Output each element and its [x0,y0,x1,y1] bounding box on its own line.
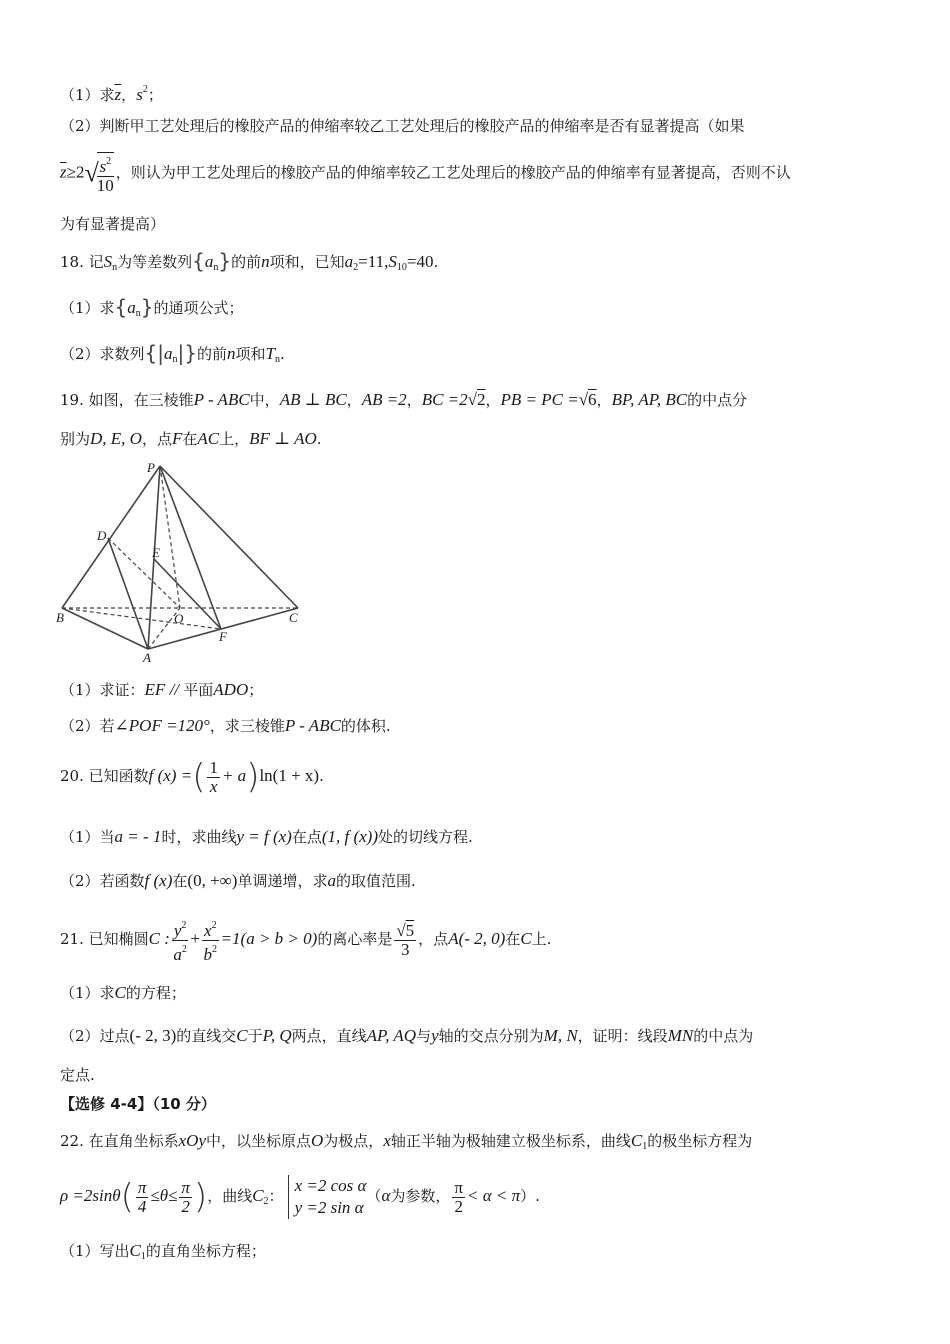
parametric-system: x =2 cos α y =2 sin α [288,1175,367,1219]
label-E: E [152,545,160,560]
label-B: B [56,610,64,625]
q18-part1: （1）求$\{a_n\}$的通项公式； [60,295,244,319]
q21-part1: （1）求C的方程； [60,983,186,1002]
q21-stem: 21. 已知椭圆C : $\frac{y^2}{a^2}$ + $\frac{x^2}{b^2}$ =1(a > b > 0)的离心率是 $\frac{√5}{3}$ ，点A(- 2, 0)在C上. [60,915,551,964]
q20-part2: （2）若函数f (x)在(0, +∞)单调递增，求a的取值范围. [60,871,416,890]
label-P: P [147,460,155,475]
edge-PO [160,466,180,608]
q18-stem: 18. 记$S_n$为等差数列$\{a_n\}$的前n项和，已知$a_2=11,S_{10}=40$. [60,249,439,273]
q22-stem-line1: 22. 在直角坐标系xOy中，以坐标原点O为极点，x轴正半轴为极轴建立极坐标系，曲线$C_1$的极坐标方程为 [60,1131,753,1152]
q17-part2-line3: 为有显著提高） [60,215,166,233]
q21-part2-line1: （2）过点(- 2, 3)的直线交C于P, Q两点，直线AP, AQ与y轴的交点分别为M, N，证明：线段MN的中点为 [60,1026,754,1045]
label-O: O [174,611,184,626]
edge-PF [160,466,221,629]
q20-stem: 20. 已知函数f (x) =( $\frac{1}{x}$ + a)ln(1 + x). [60,757,324,797]
q19-stem-line1: 19. 如图，在三棱锥P - ABC中，AB ⊥ BC，AB =2，BC =2√2，PB = PC =√6，BP, AP, BC的中点分 [60,390,748,409]
label-A: A [143,650,151,665]
q19-part1: （1）求证：EF // 平面ADO； [60,680,264,699]
q20-part1: （1）当a = - 1时，求曲线y = f (x)在点(1, f (x))处的切线方程. [60,827,473,846]
edge-PB [62,466,160,608]
q17-part1: （1）求$\overline{z}$，$s^2$； [60,84,163,104]
label-D: D [97,528,107,543]
q21-part2-line2: 定点. [60,1066,95,1084]
q17-part2-line2: $\overline{z}\ge 2√$ $\frac{s^2}{10}$ ，则认为甲工艺处理后的橡胶产品的伸缩率较乙工艺处理后的橡胶产品的伸缩率有显著提高，否则不认 [60,152,791,195]
q22-part1: （1）写出$C_1$的直角坐标方程； [60,1241,266,1262]
label-C: C [289,610,298,625]
label-F: F [219,629,227,644]
tetrahedron-figure [55,456,315,666]
q19-part2: （2）若∠POF =120°，求三棱锥P - ABC的体积. [60,716,391,735]
q18-part2: （2）求数列$\{|a_n|\}$的前n项和$T_n$. [60,341,285,365]
q19-stem-line2: 别为D, E, O，点F在AC上，BF ⊥ AO. [60,429,322,448]
edge-DO [108,538,180,608]
section-heading: 【选修 4-4】（10 分） [60,1095,216,1113]
q17-part2-line1: （2）判断甲工艺处理后的橡胶产品的伸缩率较乙工艺处理后的橡胶产品的伸缩率是否有显著提高（如果 [60,117,745,135]
edge-EF [154,559,221,629]
q17-fraction: $\frac{s^2}{10}$ [97,152,114,195]
q22-stem-line2: ρ =2sinθ( $\frac{\pi}{4}$ ≤θ≤ $\frac{\pi}{2}$ )，曲线$C_2$： x =2 cos α y =2 sin α （α为参数， $\frac{\pi}{2}$ < α < π）. [60,1176,540,1217]
